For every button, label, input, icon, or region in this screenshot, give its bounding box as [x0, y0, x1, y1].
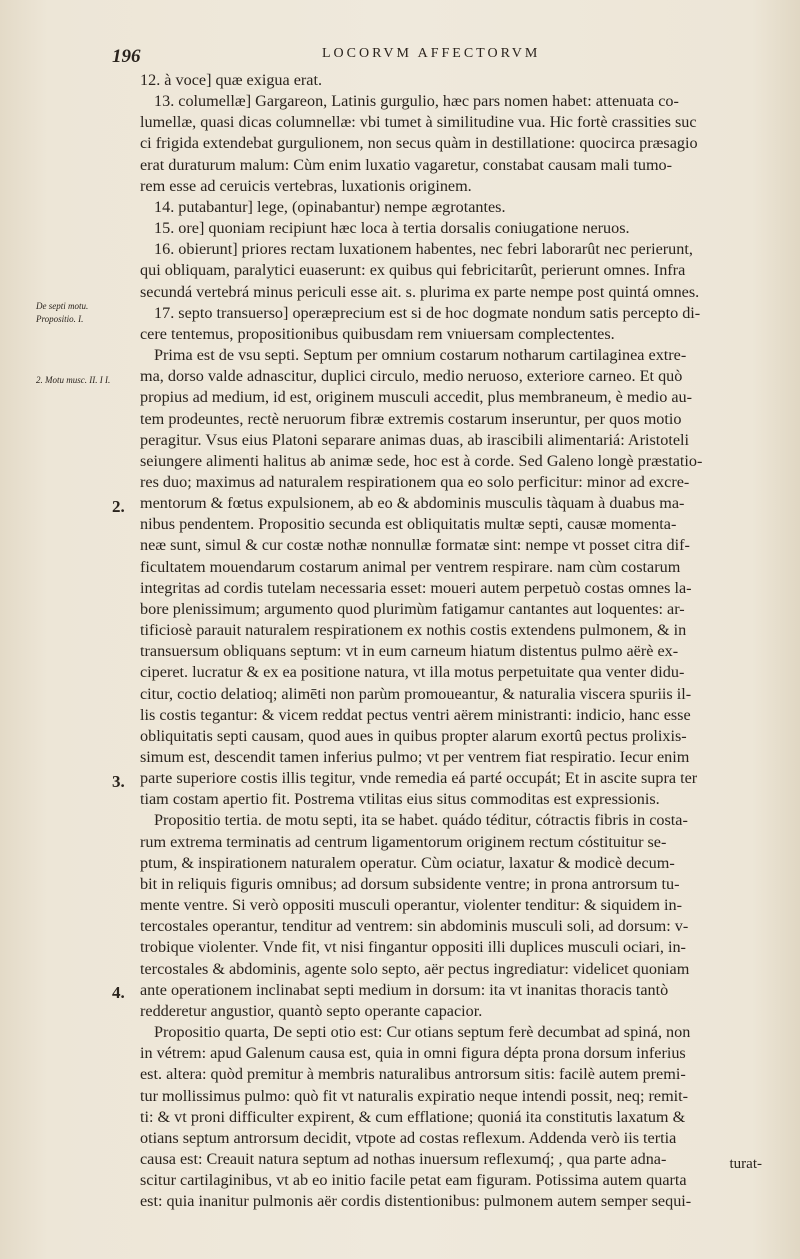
text-line: causa est: Creauit natura septum ad nothas inuersum reflexumq́; , qua parte adna- — [140, 1149, 667, 1168]
text-line: Propositio tertia. de motu septi, ita se habet. quádo téditur, cótractis fibris in costa- — [154, 811, 688, 830]
text-line: erat duraturum malum: Cùm enim luxatio vagaretur, constabat causam mali tumo- — [140, 155, 673, 174]
proposition-numeral: 4. — [112, 983, 125, 1002]
text-line: est. altera: quòd premitur à membris naturalibus antrorsum sitis: facilè autem premi- — [140, 1065, 686, 1084]
text-line: qui obliquam, paralytici euaserunt: ex quibus qui febricitarût, perierunt omnes. Infra — [140, 261, 686, 280]
text-line: neæ sunt, simul & cur costæ nothæ nonnullæ formatæ sint: nempe vt posset citra dif- — [140, 536, 690, 555]
text-line: 16. obierunt] priores rectam luxationem habentes, nec febri laborarût nec perierunt, — [154, 240, 693, 259]
text-line: citur, coctio delatioq; alimēti non parùm promoueantur, & naturalia viscera spuriis il- — [140, 684, 692, 703]
text-line: secundá vertebrá minus periculi esse ait. s. plurima ex parte nempe post quintá omnes. — [140, 282, 700, 301]
text-line: obliquitatis septi causam, quod aues in quibus propter alarum exortû pectus prolixis- — [140, 726, 687, 745]
running-head: LOCORVM AFFECTORVM — [322, 46, 541, 61]
margin-note: De septi motu. — [36, 301, 89, 311]
text-line: ficultatem mouendarum costarum animal per ventrem respirare. nam cùm costarum — [140, 557, 681, 576]
text-line: lumellæ, quasi dicas columnellæ: vbi tumet à similitudine vua. Hic fortè crassities suc — [140, 113, 697, 132]
page-header — [112, 38, 752, 68]
text-line: est: quia inanitur pulmonis aër cordis distentionibus: pulmonem autem semper sequi- — [140, 1192, 692, 1211]
text-line: 14. putabantur] lege, (opinabantur) nempe ægrotantes. — [154, 197, 506, 216]
text-line: tem prodeuntes, rectè neruorum fibræ extremis costarum inseruntur, per quos motio — [140, 409, 682, 428]
text-line: bit in reliquis figuris omnibus; ad dorsum subsidente ventre; in prona antrorsum tu- — [140, 874, 680, 893]
text-line: 17. septo transuerso] operæprecium est si de hoc dogmate nondum satis percepto di- — [154, 303, 701, 322]
text-line: mente ventre. Si verò oppositi musculi operantur, violenter tenditur: & siquidem in- — [140, 896, 682, 915]
text-line: redderetur angustior, quantò septo operante capacior. — [140, 1001, 483, 1020]
text-line: tercostales & abdominis, agente solo septo, aër pectus ingrediatur: videlicet quoniam — [140, 959, 690, 978]
text-line: ci frigida extendebat gurgulionem, non secus quàm in destillatione: quocirca præsagio — [140, 134, 698, 153]
page-number: 196 — [112, 46, 141, 67]
text-line: in vétrem: apud Galenum causa est, quia in omni figura dépta prona dorsum inferius — [140, 1044, 686, 1063]
margin-note: 2. Motu musc. II. I I. — [36, 375, 111, 385]
text-line: propius ad medium, id est, originem musculi accedit, plus membraneum, è medio au- — [140, 388, 693, 407]
main-text — [140, 70, 752, 1212]
text-line: Prima est de vsu septi. Septum per omnium costarum notharum cartilaginea extre- — [154, 346, 687, 365]
text-line: tercostales operantur, tenditur ad ventrem: sin abdominis musculi soli, ad dorsum: v- — [140, 917, 689, 936]
margin-notes — [36, 300, 128, 447]
text-line: parte superiore costis illis tegitur, vnde remedia eá parté occupát; Et in ascite supra ter — [140, 769, 698, 788]
text-line: simum est, descendit tamen inferius pulmo; vt per ventrem fiat respiratio. Iecur enim — [140, 748, 690, 766]
text-line: rem esse ad ceruicis vertebras, luxationis originem. — [140, 176, 472, 195]
text-line: trobique violenter. Vnde fit, vt nisi fingantur oppositi illi duplices musculi ociari, in- — [140, 938, 686, 957]
text-line: cere tentemus, propositionibus quibusdam rem vniuersam complectentes. — [140, 324, 615, 343]
text-line: tificiosè parauit naturalem respirationem ex nothis costis extendens pulmonem, & in — [140, 621, 687, 640]
catchword: turat- — [729, 1156, 762, 1172]
text-line: rum extrema terminatis ad centrum ligamentorum originem rectum cóstituitur se- — [140, 832, 667, 851]
proposition-numeral: 3. — [112, 772, 125, 791]
text-line: lis costis tegantur: & vicem reddat pectus ventri aërem ministranti: indicio, hanc esse — [140, 705, 691, 724]
text-line: bore plenissimum; argumento quod plurimùm fatigamur cantantes aut loquentes: ar- — [140, 599, 685, 618]
text-line: ma, dorso valde adnascitur, duplici circulo, medio neruoso, exteriore carneo. Et quò — [140, 367, 683, 386]
text-line: mentorum & fœtus expulsionem, ab eo & abdominis musculis tàquam à duabus ma- — [140, 494, 685, 513]
text-line: scitur cartilaginibus, vt ab eo initio facile petat eam figuram. Potissima autem quarta — [140, 1171, 687, 1190]
text-line: seiungere alimenti halitus ab animæ sede, hoc est à corde. Sed Galeno longè præstatio- — [140, 451, 703, 470]
proposition-numeral: 2. — [112, 497, 125, 516]
text-line: transuersum obliquans septum: vt in eum carneum hiatum distentus pulmo aërè ex- — [140, 642, 679, 661]
text-line: ptum, & inspirationem naturalem operatur. Cùm ociatur, laxatur & modicè decum- — [140, 853, 675, 872]
text-line: integritas ad cordis tutelam necessaria esset: moueri autem perpetuò costas omnes la- — [140, 578, 692, 597]
text-line: ante operationem inclinabat septi medium in dorsum: ita vt inanitas thoracis tantò — [140, 980, 669, 999]
text-line: tur mollissimus pulmo: quò fit vt naturalis expiratio neque intendi possit, neq; remit- — [140, 1086, 689, 1105]
text-line: Propositio quarta, De septi otio est: Cur otians septum ferè decumbat ad spiná, non — [154, 1023, 691, 1042]
text-line: 13. columellæ] Gargareon, Latinis gurgulio, hæc pars nomen habet: attenuata co- — [154, 92, 679, 111]
text-line: tiam costam apertio fit. Postrema vtilitas eius situs commoditas est expressionis. — [140, 790, 660, 809]
text-line: ciperet. lucratur & ex ea positione natura, vt illa motus perpetuitate qua venter didu- — [140, 663, 685, 682]
text-line: ti: & vt proni difficulter expirent, & cum efflatione; quoniá ita constitutis laxatum & — [140, 1107, 686, 1126]
margin-note: Propositio. I. — [36, 314, 84, 324]
text-line: 12. à voce] quæ exigua erat. — [140, 71, 323, 89]
text-line: 15. ore] quoniam recipiunt hæc loca à tertia dorsalis coniugatione neruos. — [154, 219, 630, 238]
text-line: res duo; maximus ad naturalem respirationem qua eo solo perficitur: minor ad excre- — [140, 472, 690, 491]
text-line: nibus pendentem. Propositio secunda est obliquitatis multæ septi, causæ momenta- — [140, 515, 677, 534]
text-line: otians septum antrorsum decidit, vtpote ad costas reflexum. Addenda verò iis tertia — [140, 1128, 677, 1147]
text-line: peragitur. Vsus eius Platoni separare animas duas, ab irascibili alimentariá: Aristoteli — [140, 430, 690, 449]
